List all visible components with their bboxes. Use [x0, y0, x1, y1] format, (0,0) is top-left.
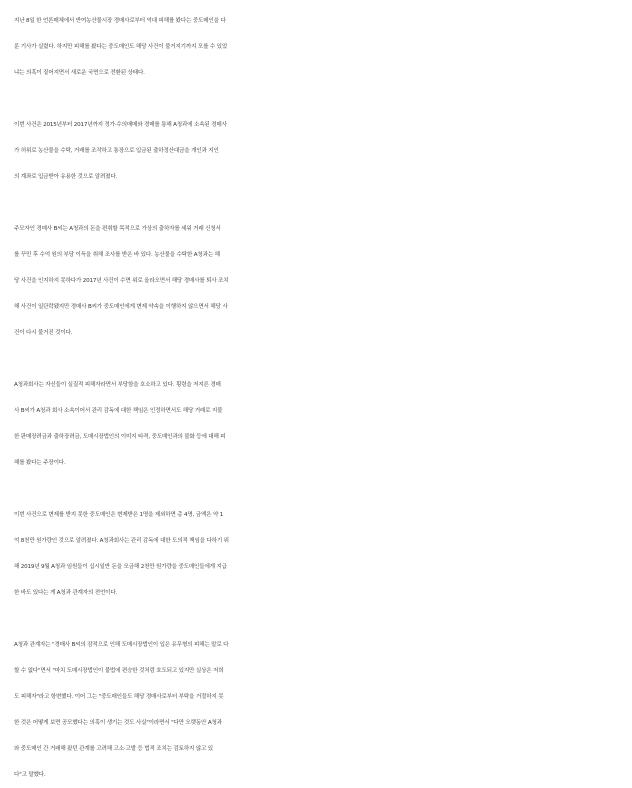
article-paragraph: [14, 8, 622, 86]
article-paragraph: [14, 216, 622, 346]
paragraph-line: 한 바도 있다는 게 A청과 관계자의 전언이다.: [14, 590, 118, 596]
paragraph-line: 를 꾸민 후 수억 원의 부당 이득을 취해 조사를 받은 바 있다. 농산물을 수탁한 A청과는 해: [14, 252, 220, 258]
article-paragraph: [14, 372, 622, 476]
paragraph-line: 지난 8일 한 언론매체에서 반여농산물시장 경매사로부터 억대 피해를 봤다는 중도매인을 다: [14, 18, 226, 24]
paragraph-line: 해 사건이 일단락됐지만 경매사 B씨가 중도매인에게 변제 약속을 이행하지 않으면서 해당 사: [14, 304, 228, 310]
paragraph-line: 억 8천만 원가량인 것으로 알려졌다. A청과회사는 관리 감독에 대한 도의적 책임을 다하기 위: [14, 538, 229, 544]
article-body: [14, 8, 622, 788]
paragraph-line: 가 허위로 농산물을 수탁, 거래를 조작하고 통장으로 입금된 출하정산대금을 개인과 지인: [14, 148, 219, 154]
paragraph-line: 건이 다시 불거진 것이다.: [14, 330, 73, 336]
article-paragraph: [14, 632, 622, 788]
paragraph-line: 한 것은 어떻게 보면 공모했다는 의혹이 생기는 것도 사실"이라면서 "다만 오랫동안 A청과: [14, 720, 222, 726]
article-paragraph: [14, 502, 622, 606]
paragraph-line: 냐는 의혹이 짙어지면서 새로운 국면으로 전환된 상태다.: [14, 70, 145, 76]
paragraph-line: 룬 기사가 실렸다. 하지만 피해를 봤다는 중도매인도 해당 사건이 불거지기까지 모를 수 있었: [14, 44, 228, 50]
paragraph-line: 의 계좌로 입금받아 유용한 것으로 알려졌다.: [14, 174, 118, 180]
paragraph-line: 할 수 없다"면서 "마치 도매시장법인이 불법에 편승한 것처럼 호도되고 있지만 실상은 저희: [14, 668, 224, 674]
paragraph-line: 이번 사건은 2015년부터 2017년까지 정가·수의매매와 경매를 통해 A청과에 소속된 경매사: [14, 122, 227, 128]
paragraph-line: 주모자인 경매사 B씨는 A청과의 돈을 편취할 목적으로 가상의 출하자를 세워 거래 신청서: [14, 226, 221, 232]
paragraph-line: 당 사건을 인지하지 못하다가 2017년 사건이 수면 위로 올라오면서 해당 경매사를 퇴사 조치: [14, 278, 229, 284]
paragraph-line: 사 B씨가 A청과 회사 소속이어서 관리 감독에 대한 책임은 인정하면서도 해당 거래로 지불: [14, 408, 223, 414]
paragraph-line: 한 판매장려금과 출하장려금, 도매시장법인의 이미지 타격, 중도매인과의 불화 등에 대해 피: [14, 434, 226, 440]
paragraph-line: A청과회사는 자신들이 실질적 피해자라면서 부당함을 호소하고 있다. 횡령을 저지른 경매: [14, 382, 221, 388]
paragraph-line: 이번 사건으로 변제를 받지 못한 중도매인은 변제받은 1명을 제외하면 총 4명, 금액은 약 1: [14, 512, 224, 518]
paragraph-line: 해 2019년 9월 A청과 임원들이 십시일반 돈을 모금해 2천만 원가량을 중도매인들에게 지급: [14, 564, 227, 570]
paragraph-line: A청과 관계자는 "경매사 B씨의 잠적으로 인해 도매시장법인이 입은 유무형의 피해는 말로 다: [14, 642, 229, 648]
paragraph-line: 와 중도매인 간 거래해 왔던 관계를 고려해 고소·고발 등 법적 조치는 검토하지 않고 있: [14, 746, 214, 752]
paragraph-line: 해를 봤다는 주장이다.: [14, 460, 66, 466]
article-paragraph: [14, 112, 622, 190]
paragraph-line: 다"고 말했다.: [14, 772, 46, 778]
paragraph-line: 도 피해자"라고 항변했다. 이어 그는 "중도매인들도 해당 경매사로부터 부탁을 거절하지 못: [14, 694, 224, 700]
